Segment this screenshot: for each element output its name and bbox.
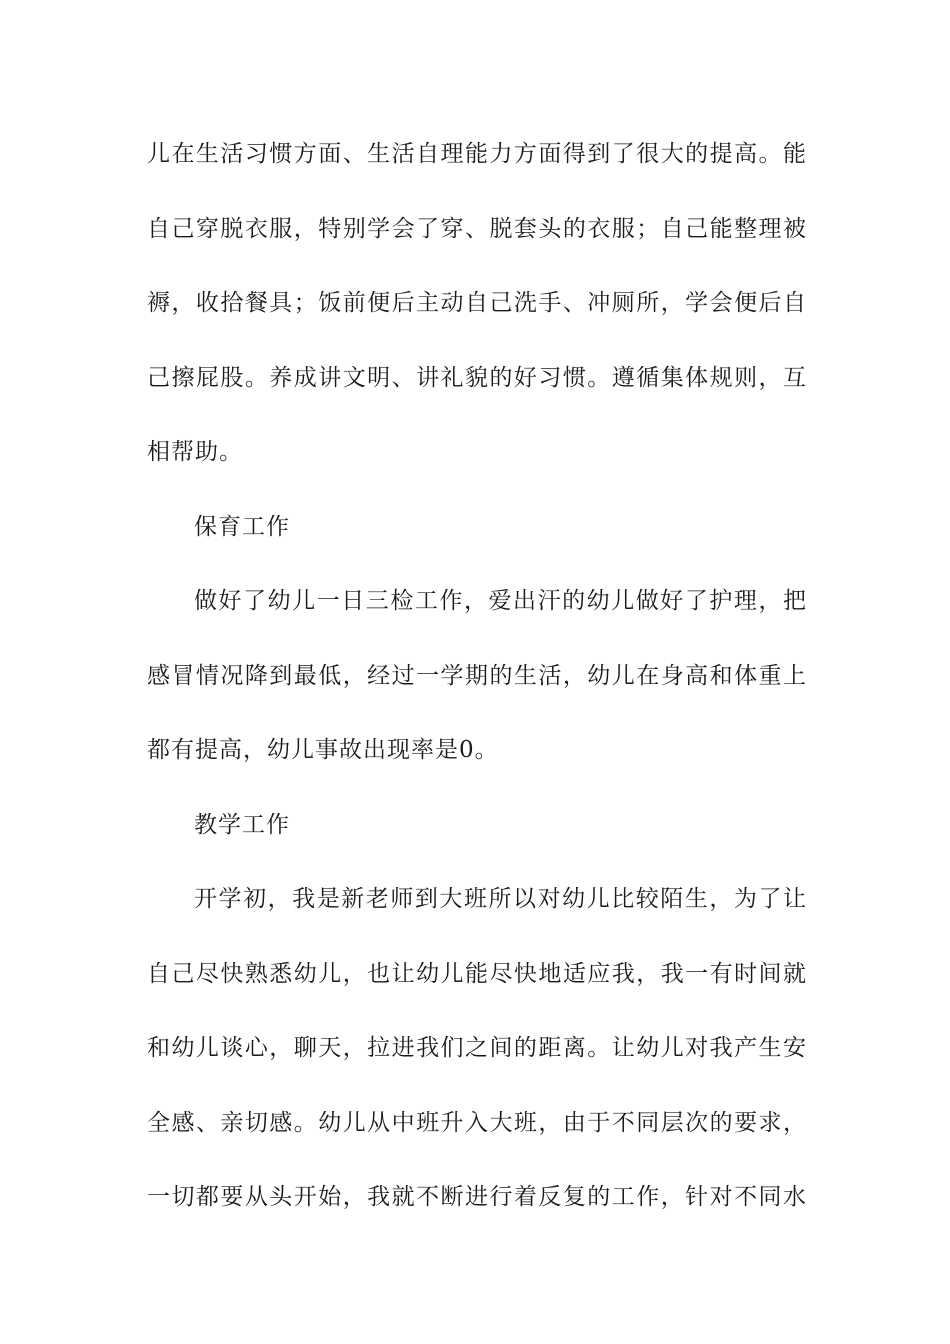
- paragraph-habits-line-3: 褥，收拾餐具；饭前便后主动自己洗手、冲厕所，学会便后自: [147, 290, 807, 316]
- paragraph-care-line-2: 感冒情况降到最低，经过一学期的生活，幼儿在身高和体重上: [147, 662, 807, 689]
- paragraph-habits-line-4: 己擦屁股。养成讲文明、讲礼貌的好习惯。遵循集体规则，互: [147, 364, 807, 391]
- paragraph-care-line-1: 做好了幼儿一日三检工作，爱出汗的幼儿做好了护理，把: [194, 588, 807, 614]
- section-heading-care: 保育工作: [194, 513, 290, 540]
- paragraph-teaching-line-2: 自己尽快熟悉幼儿，也让幼儿能尽快地适应我，我一有时间就: [147, 960, 807, 987]
- paragraph-teaching-line-3: 和幼儿谈心，聊天，拉进我们之间的距离。让幼儿对我产生安: [147, 1035, 807, 1061]
- paragraph-teaching-line-5: 一切都要从头开始，我就不断进行着反复的工作，针对不同水: [147, 1184, 807, 1210]
- paragraph-teaching-line-1: 开学初，我是新老师到大班所以对幼儿比较陌生，为了让: [194, 886, 807, 912]
- document-body: [147, 128, 807, 1246]
- paragraph-habits-line-5: 相帮助。: [147, 439, 243, 465]
- paragraph-teaching-line-4: 全感、亲切感。幼儿从中班升入大班，由于不同层次的要求，: [147, 1109, 807, 1136]
- section-heading-teaching: 教学工作: [194, 811, 290, 838]
- paragraph-habits-line-2: 自己穿脱衣服，特别学会了穿、脱套头的衣服；自己能整理被: [147, 215, 807, 242]
- paragraph-habits-line-1: 儿在生活习惯方面、生活自理能力方面得到了很大的提高。能: [147, 141, 807, 167]
- paragraph-care-line-3: 都有提高，幼儿事故出现率是0。: [147, 737, 499, 763]
